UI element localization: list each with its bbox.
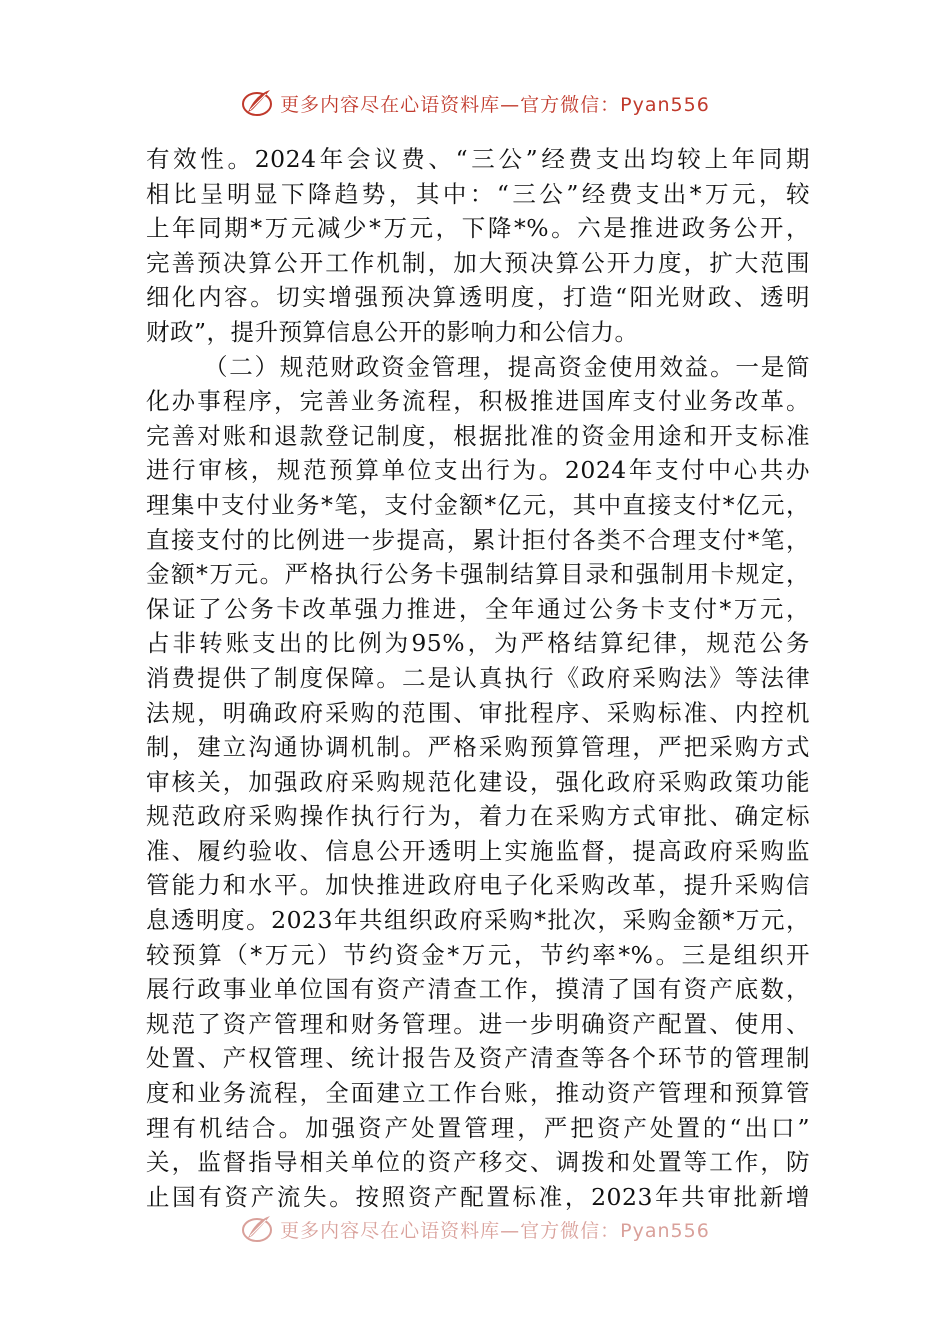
watermark-text: 更多内容尽在心语资料库—官方微信：Pyan556 [280, 93, 710, 116]
text-line: 审核关，加强政府采购规范化建设，强化政府采购政策功能 [146, 767, 810, 796]
watermark-header [0, 86, 950, 120]
text-line: 管能力和水平。加快推进政府电子化采购改革，提升采购信 [146, 871, 810, 900]
text-line: 准、履约验收、信息公开透明上实施监督，提高政府采购监 [146, 836, 810, 865]
text-line: 制，建立沟通协调机制。严格采购预算管理，严把采购方式 [146, 733, 810, 762]
text-line: 完善对账和退款登记制度，根据批准的资金用途和开支标准 [146, 421, 810, 450]
text-line: 完善预决算公开工作机制，加大预决算公开力度，扩大范围 [146, 248, 810, 277]
text-line: 占非转账支出的比例为95%，为严格结算纪律，规范公务 [146, 629, 810, 658]
feather-logo-icon [240, 1212, 274, 1246]
text-line: 关，监督指导相关单位的资产移交、调拨和处置等工作，防 [146, 1148, 810, 1177]
watermark-text: 更多内容尽在心语资料库—官方微信：Pyan556 [280, 1219, 710, 1242]
text-line: 法规，明确政府采购的范围、审批程序、采购标准、内控机 [146, 698, 810, 727]
text-line: 上年同期*万元减少*万元，下降*%。六是推进政务公开， [146, 214, 810, 243]
text-line: 相比呈明显下降趋势，其中：“三公”经费支出*万元，较 [146, 179, 810, 208]
text-line: 较预算（*万元）节约资金*万元，节约率*%。三是组织开 [146, 940, 810, 969]
text-line: 处置、产权管理、统计报告及资产清查等各个环节的管理制 [146, 1044, 810, 1073]
text-line: 展行政事业单位国有资产清查工作，摸清了国有资产底数， [146, 975, 810, 1004]
text-line: 息透明度。2023年共组织政府采购*批次，采购金额*万元， [146, 906, 810, 935]
section-heading-line: （二）规范财政资金管理，提高资金使用效益。一是简 [204, 352, 810, 381]
text-line: 有效性。2024年会议费、“三公”经费支出均较上年同期 [146, 145, 810, 173]
text-line: 度和业务流程，全面建立工作台账，推动资产管理和预算管 [146, 1079, 810, 1108]
text-line: 规范政府采购操作执行行为，着力在采购方式审批、确定标 [146, 802, 810, 831]
feather-logo-icon [240, 86, 274, 120]
text-line: 理集中支付业务*笔，支付金额*亿元，其中直接支付*亿元， [146, 490, 810, 519]
text-line: 财政”，提升预算信息公开的影响力和公信力。 [146, 317, 639, 346]
watermark-footer [0, 1212, 950, 1246]
text-line: 理有机结合。加强资产处置管理，严把资产处置的“出口” [146, 1113, 810, 1142]
text-line: 化办事程序，完善业务流程，积极推进国库支付业务改革。 [146, 387, 810, 416]
document-body [146, 142, 810, 1214]
text-line: 细化内容。切实增强预决算透明度，打造“阳光财政、透明 [146, 283, 810, 312]
text-line: 进行审核，规范预算单位支出行为。2024年支付中心共办 [146, 456, 810, 485]
text-line: 消费提供了制度保障。二是认真执行《政府采购法》等法律 [146, 663, 810, 692]
text-line: 规范了资产管理和财务管理。进一步明确资产配置、使用、 [146, 1009, 810, 1038]
text-line: 金额*万元。严格执行公务卡强制结算目录和强制用卡规定， [146, 560, 810, 589]
text-line: 止国有资产流失。按照资产配置标准，2023年共审批新增 [146, 1182, 810, 1211]
text-line: 保证了公务卡改革强力推进，全年通过公务卡支付*万元， [146, 594, 810, 623]
text-line: 直接支付的比例进一步提高，累计拒付各类不合理支付*笔， [146, 525, 810, 554]
